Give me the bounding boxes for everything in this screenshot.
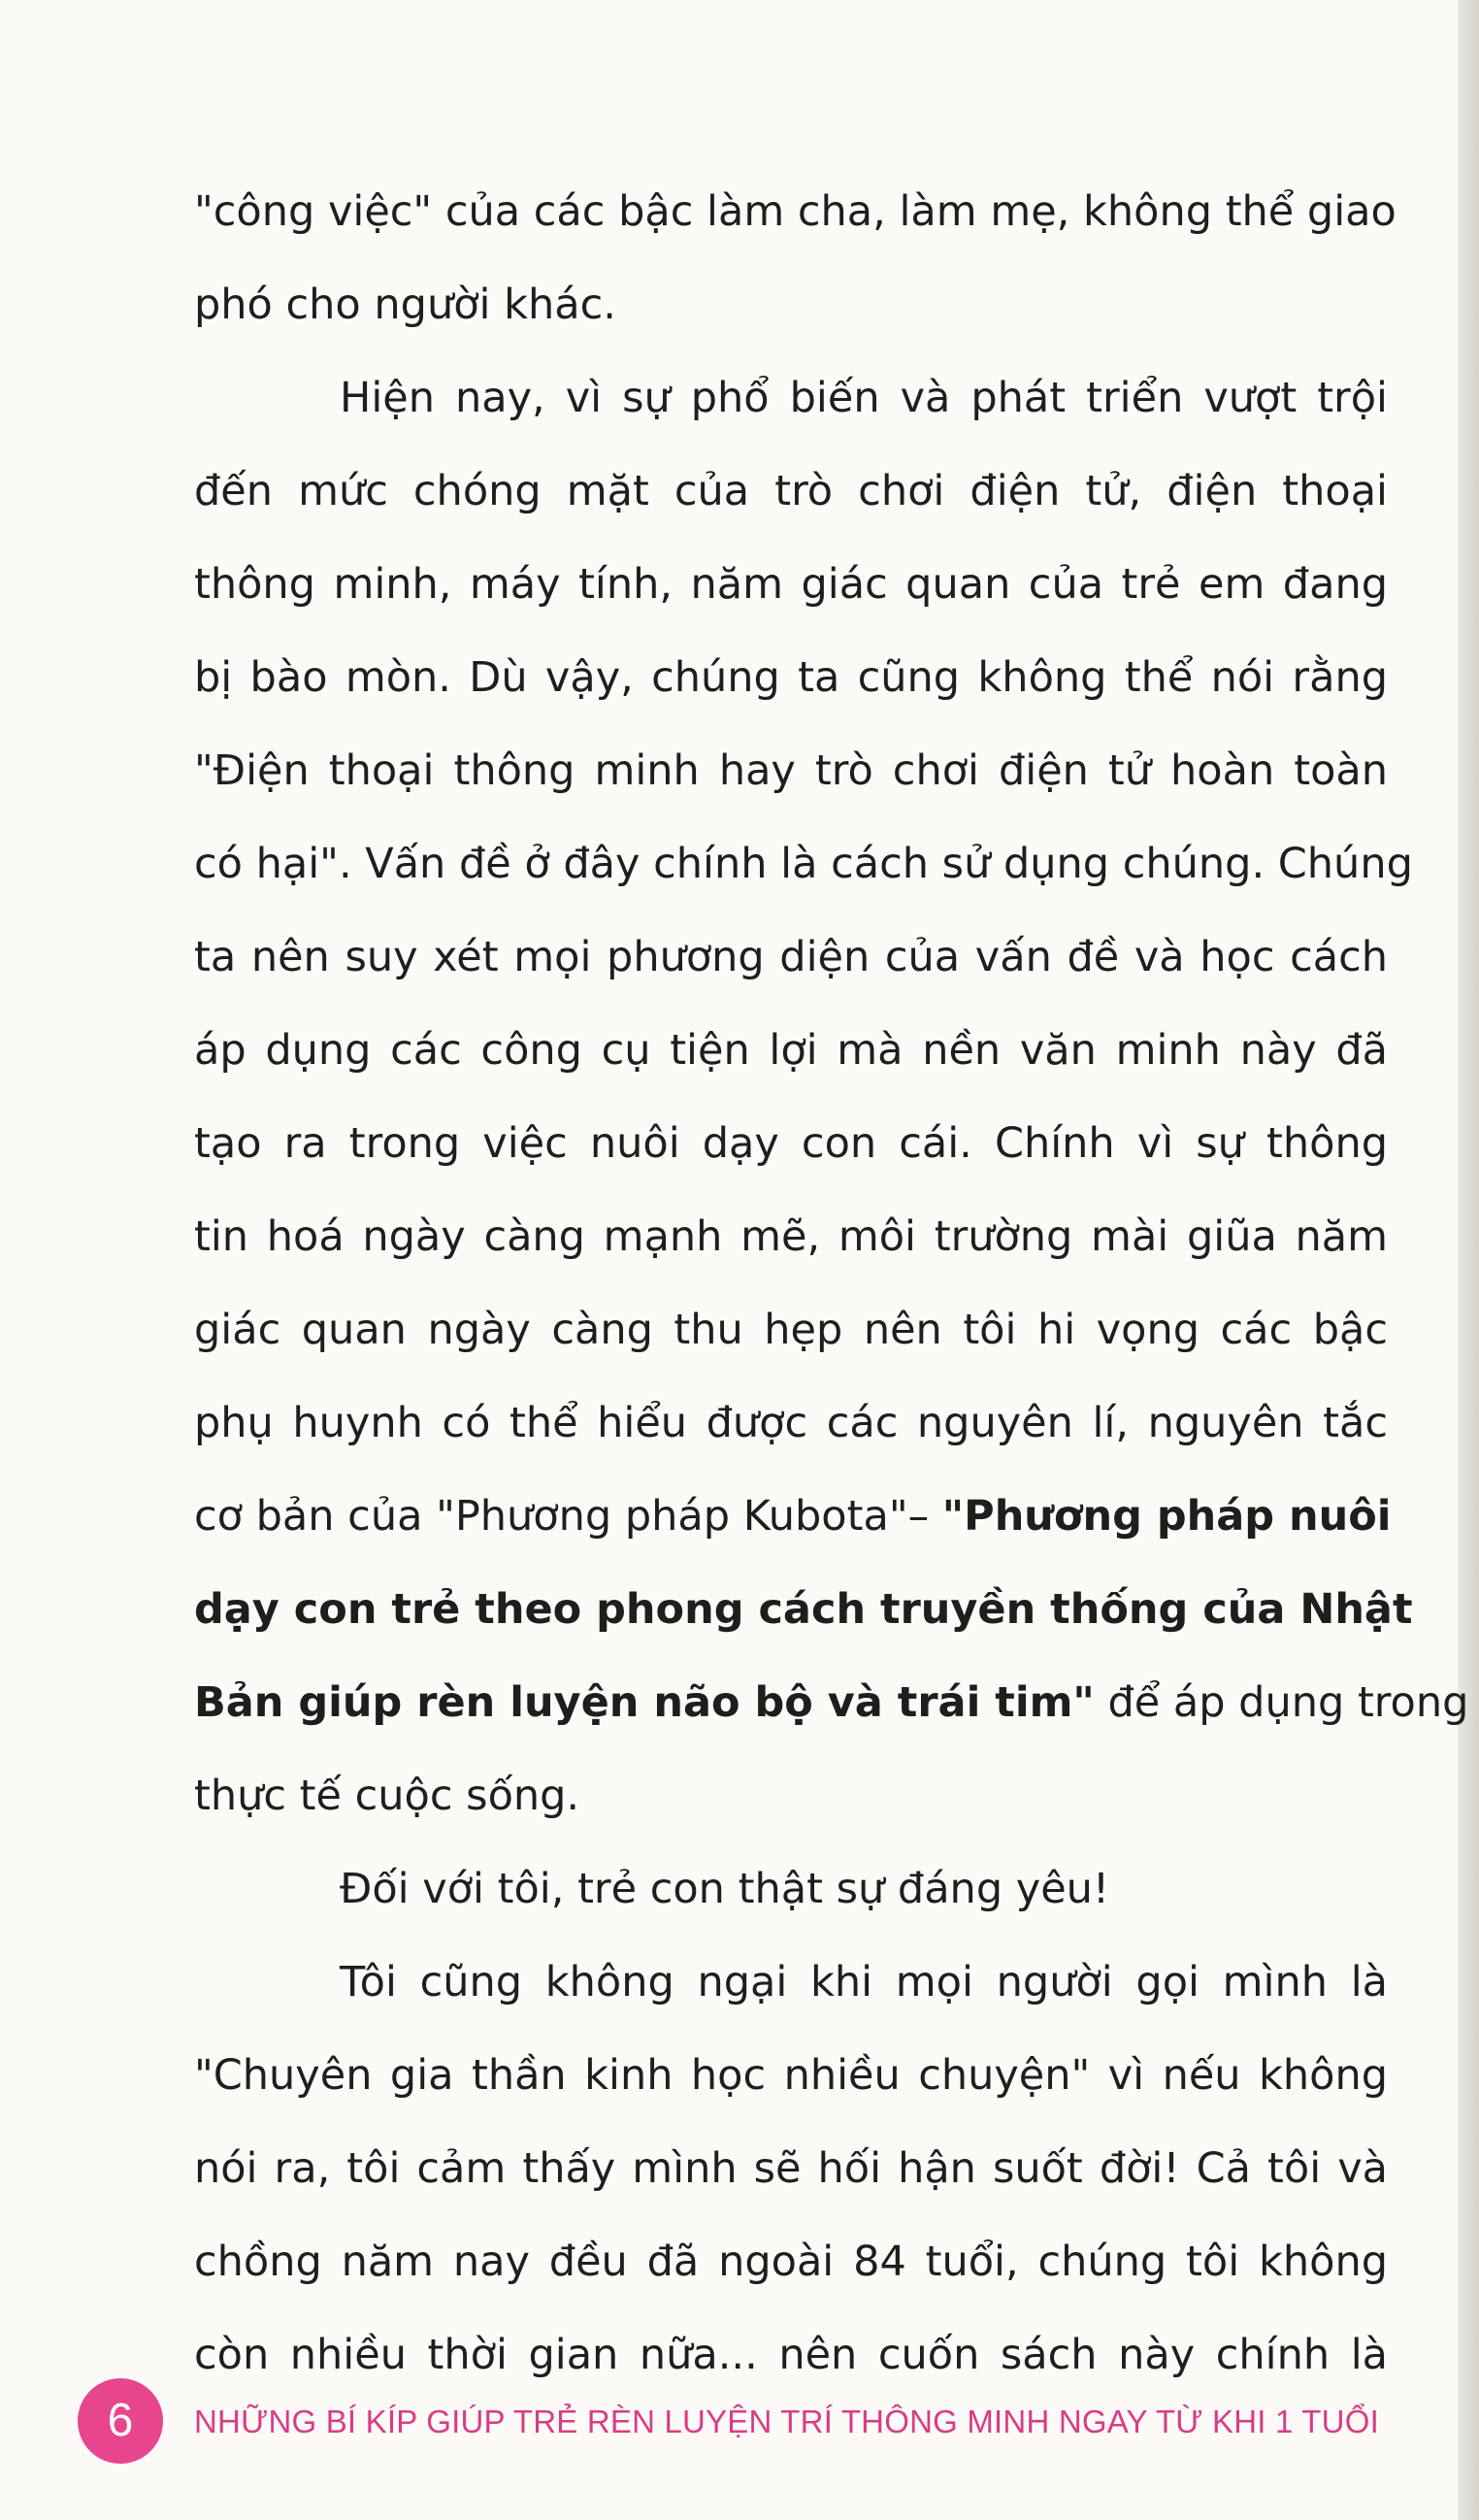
bold-text-span: Bản giúp rèn luyện não bộ và trái tim": [194, 1678, 1095, 1727]
text-line: "Chuyên gia thần kinh học nhiều chuyện" vì nếu không: [194, 2051, 1388, 2100]
text-line: thông minh, máy tính, năm giác quan của trẻ em đang: [194, 560, 1388, 609]
text-line: Tôi cũng không ngại khi mọi người gọi mình là: [340, 1958, 1388, 2006]
text-line: có hại". Vấn đề ở đây chính là cách sử dụng chúng. Chúng: [194, 840, 1413, 888]
text-line: bị bào mòn. Dù vậy, chúng ta cũng không thể nói rằng: [194, 653, 1388, 702]
text-line: tạo ra trong việc nuôi dạy con cái. Chính vì sự thông: [194, 1119, 1388, 1168]
text-line: chồng năm nay đều đã ngoài 84 tuổi, chúng tôi không: [194, 2238, 1388, 2286]
text-line: [194, 1656, 1469, 1749]
page-number: 6: [78, 2378, 163, 2464]
text-line: đến mức chóng mặt của trò chơi điện tử, điện thoại: [194, 467, 1388, 515]
text-span: cơ bản của "Phương pháp Kubota"–: [194, 1492, 942, 1541]
text-line: ta nên suy xét mọi phương diện của vấn đề và học cách: [194, 933, 1388, 981]
text-line: Đối với tôi, trẻ con thật sự đáng yêu!: [340, 1865, 1110, 1913]
text-line: tin hoá ngày càng mạnh mẽ, môi trường mài giũa năm: [194, 1212, 1388, 1261]
text-line: còn nhiều thời gian nữa... nên cuốn sách này chính là: [194, 2331, 1388, 2379]
text-line: "Điện thoại thông minh hay trò chơi điện tử hoàn toàn: [194, 746, 1388, 795]
page-edge: [1458, 0, 1479, 2520]
text-line: phụ huynh có thể hiểu được các nguyên lí, nguyên tắc: [194, 1399, 1388, 1447]
text-line: Hiện nay, vì sự phổ biến và phát triển vượt trội: [340, 374, 1388, 422]
text-line: [194, 1470, 1392, 1563]
text-span: để áp dụng trong: [1094, 1678, 1469, 1727]
text-line: giác quan ngày càng thu hẹp nên tôi hi vọng các bậc: [194, 1306, 1388, 1354]
bold-text-line: dạy con trẻ theo phong cách truyền thống của Nhật: [194, 1585, 1413, 1634]
running-title: NHỮNG BÍ KÍP GIÚP TRẺ RÈN LUYỆN TRÍ THÔNG MINH NGAY TỪ KHI 1 TUỔI: [194, 2404, 1379, 2439]
text-line: nói ra, tôi cảm thấy mình sẽ hối hận suốt đời! Cả tôi và: [194, 2144, 1388, 2193]
text-line: áp dụng các công cụ tiện lợi mà nền văn minh này đã: [194, 1026, 1388, 1075]
text-line: "công việc" của các bậc làm cha, làm mẹ, không thể giao: [194, 187, 1397, 236]
text-line: phó cho người khác.: [194, 281, 616, 329]
page-footer: [78, 2378, 1417, 2466]
bold-text-span: "Phương pháp nuôi: [941, 1492, 1392, 1541]
text-line: thực tế cuộc sống.: [194, 1772, 580, 1820]
